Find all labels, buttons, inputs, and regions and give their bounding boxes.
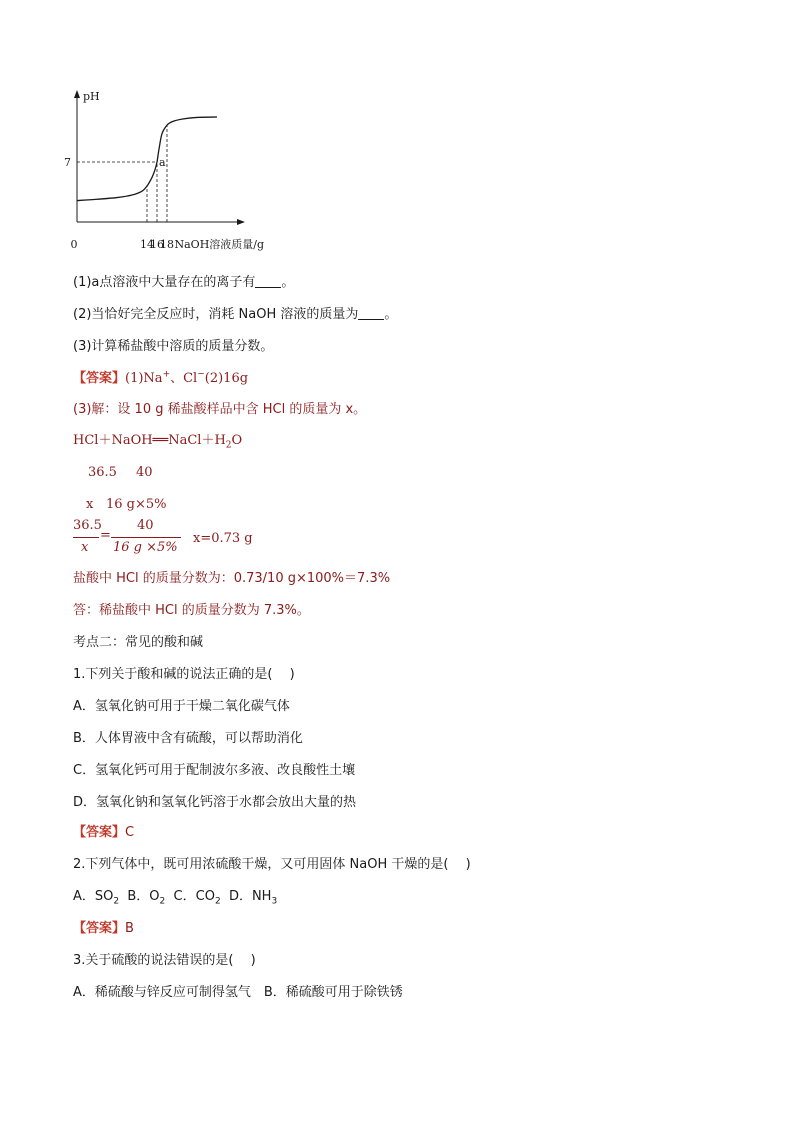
q2-1-answer: [73, 824, 134, 842]
q2-3-stem: 3.关于硫酸的说法错误的是( ): [73, 953, 256, 968]
ph-titration-chart: [60, 92, 300, 262]
equation-sub: 2: [225, 440, 232, 451]
ratio-row-1: [88, 464, 153, 482]
chart-ylabel: pH: [83, 90, 100, 103]
equation-right: O: [231, 433, 243, 448]
chart-y-tick-label: 7: [64, 156, 71, 169]
fraction-2-denominator: 16 g ×5%: [113, 540, 178, 555]
final-answer-line: 答：稀盐酸中 HCl 的质量分数为 7.3%。: [73, 603, 310, 618]
q2-2-stem: 2.下列气体中，既可用浓硫酸干燥，又可用固体 NaOH 干燥的是( ): [73, 857, 471, 872]
fraction-1-denominator: x: [81, 540, 89, 555]
answer-value: C: [125, 825, 135, 840]
answer-blank: [255, 275, 281, 288]
q2-2-option-a: A．$SO_2$: [73, 889, 120, 907]
question-2-line: [73, 306, 397, 324]
answer-1-part3: (2)16g: [204, 371, 249, 386]
chart-y-axis-arrow: [74, 90, 80, 98]
question-2-text: (2)当恰好完全反应时，消耗 NaOH 溶液的质量为: [73, 307, 359, 322]
q2-2-answer: [73, 920, 134, 938]
q2-3-options-ab: A．稀硫酸与锌反应可制得氢气 B．稀硫酸可用于除铁锈: [73, 985, 403, 1000]
fraction-2-numerator: 40: [137, 518, 154, 533]
solution-equation: [73, 432, 242, 450]
fraction-1-numerator: 36.5: [73, 518, 102, 533]
mass-fraction-line: 盐酸中 HCl 的质量分数为：0.73/10 g×100%＝7.3%: [73, 571, 391, 586]
chart-xlabel: NaOH溶液质量/g: [174, 238, 265, 251]
q2-2-option-b: B．$O_2$: [127, 889, 166, 907]
section-2-title: 考点二：常见的酸和碱: [73, 635, 204, 650]
chart-x-tick-label: 16: [150, 238, 164, 251]
answer-tag: 【答案】: [73, 921, 126, 936]
q2-2-options: [73, 888, 277, 906]
answer-1-part2: 、Cl: [170, 371, 198, 386]
fraction-2-bar: [111, 537, 181, 538]
chart-series-line: [77, 117, 217, 201]
ratio-2b: 16 g×5%: [106, 497, 167, 512]
ratio-2a: x: [86, 497, 94, 512]
answer-tag: 【答案】: [73, 825, 126, 840]
answer-1-sup1: +: [162, 369, 171, 380]
fraction-1-bar: [73, 537, 99, 538]
q2-2-option-d: D．$NH_3$: [228, 889, 278, 907]
x-result: x=0.73 g: [193, 531, 253, 546]
answer-1-line: [73, 370, 248, 388]
q2-2-option-c: C．$CO_2$: [173, 889, 221, 907]
chart-x-tick-label: 18: [160, 238, 174, 251]
chart-x-axis-arrow: [237, 219, 245, 225]
q2-1-option-b: B．人体胃液中含有硫酸，可以帮助消化: [73, 731, 303, 746]
equals-sign: =: [100, 528, 111, 543]
ratio-1b: 40: [136, 465, 153, 480]
answer-1-part1: (1)Na: [125, 371, 163, 386]
chart-x-tick-label: 14: [140, 238, 154, 251]
chart-svg: [60, 92, 300, 262]
q2-1-option-d: D．氢氧化钠和氢氧化钙溶于水都会放出大量的热: [73, 795, 357, 810]
answer-1-sup2: −: [197, 369, 205, 380]
ratio-row-2: [86, 496, 167, 514]
question-2-suffix: 。: [384, 307, 398, 322]
answer-tag: 【答案】: [73, 371, 126, 386]
chart-origin-label: 0: [70, 238, 78, 251]
q2-1-option-a: A．氢氧化钠可用于干燥二氧化碳气体: [73, 699, 290, 714]
answer-value: B: [125, 921, 134, 936]
solution-step1: (3)解：设 10 g 稀盐酸样品中含 HCl 的质量为 x。: [73, 402, 367, 417]
answer-blank: [358, 307, 384, 320]
question-3-line: (3)计算稀盐酸中溶质的质量分数。: [73, 339, 274, 354]
ratio-1a: 36.5: [88, 465, 117, 480]
question-1-text: (1)a点溶液中大量存在的离子有: [73, 275, 256, 290]
equation-left: HCl＋NaOH══NaCl＋H: [73, 433, 226, 448]
chart-point-label: a: [159, 156, 166, 169]
question-1-line: [73, 274, 294, 292]
q2-1-option-c: C．氢氧化钙可用于配制波尔多液、改良酸性土壤: [73, 763, 356, 778]
question-1-suffix: 。: [281, 275, 295, 290]
q2-1-stem: 1.下列关于酸和碱的说法正确的是( ): [73, 667, 295, 682]
